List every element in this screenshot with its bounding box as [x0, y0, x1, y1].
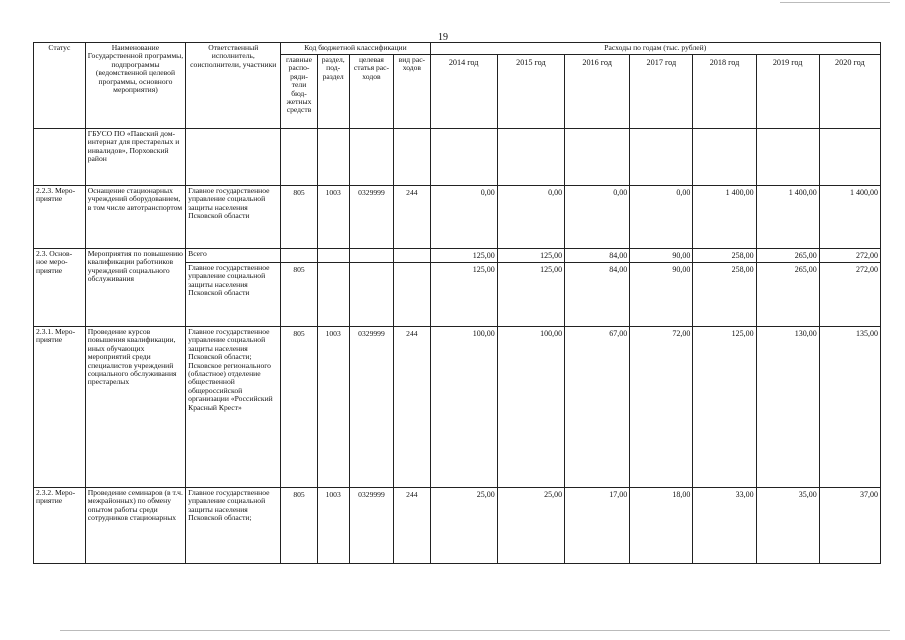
code-cell [317, 129, 349, 186]
header-year: 2015 год [497, 55, 564, 129]
code-cell: 0329999 [349, 488, 394, 564]
value-cell [565, 129, 630, 186]
code-cell [394, 129, 430, 186]
value-cell: 125,00 [430, 249, 497, 263]
code-cell [317, 249, 349, 263]
value-cell: 18,00 [630, 488, 693, 564]
header-budget-code: Код бюджетной классификации [281, 43, 430, 55]
value-cell: 17,00 [565, 488, 630, 564]
header-year: 2018 год [693, 55, 756, 129]
value-cell: 25,00 [497, 488, 564, 564]
code-cell: 805 [281, 488, 317, 564]
code-cell: 1003 [317, 488, 349, 564]
budget-table [33, 42, 881, 564]
value-cell: 272,00 [819, 263, 880, 327]
value-cell: 135,00 [819, 327, 880, 488]
header-status: Статус [34, 43, 86, 129]
status-cell: 2.3.1. Меро-приятие [34, 327, 86, 488]
header-section: раздел, под-раздел [317, 55, 349, 129]
value-cell: 84,00 [565, 263, 630, 327]
header-name: Наименование Государственной программы, подпрограммы (ведомственной целевой программы, основного мероприятия) [85, 43, 185, 129]
value-cell: 100,00 [497, 327, 564, 488]
header-year: 2014 год [430, 55, 497, 129]
status-cell: 2.2.3. Меро-приятие [34, 186, 86, 249]
table-row [34, 186, 881, 249]
code-cell [281, 249, 317, 263]
value-cell [819, 129, 880, 186]
value-cell: 90,00 [630, 263, 693, 327]
value-cell: 265,00 [756, 263, 819, 327]
name-cell: ГБУСО ПО «Павский дом-интернат для престарелых и инвалидов», Порховский район [85, 129, 185, 186]
code-cell: 805 [281, 263, 317, 327]
code-cell: 805 [281, 327, 317, 488]
code-cell: 244 [394, 186, 430, 249]
value-cell: 125,00 [430, 263, 497, 327]
table-row [34, 327, 881, 488]
responsible-cell: Главное государственное управление социальной защиты населения Псковской области; Псковское регионального (областное) отделение общественной общероссийской организации «Российский Красный Крест» [186, 327, 281, 488]
name-cell: Проведение курсов повышения квалификации, иных обучающих мероприятий среди специалистов учреждений социального обслуживания престарелых [85, 327, 185, 488]
name-cell: Проведение семинаров (в т.ч. межрайонных) по обмену опытом работы среди сотрудников стационарных [85, 488, 185, 564]
value-cell: 125,00 [497, 249, 564, 263]
header-responsible: Ответственный исполнитель, соисполнители, участники [186, 43, 281, 129]
value-cell [497, 129, 564, 186]
value-cell: 67,00 [565, 327, 630, 488]
value-cell: 258,00 [693, 249, 756, 263]
status-cell [34, 129, 86, 186]
code-cell [281, 129, 317, 186]
name-cell: Оснащение стационарных учреждений оборудованием, в том числе автотранспортом [85, 186, 185, 249]
name-cell: Мероприятия по повышению квалификации работников учреждений социального обслуживания [85, 249, 185, 327]
header-expense-type: вид рас-ходов [394, 55, 430, 129]
value-cell: 0,00 [630, 186, 693, 249]
code-cell [317, 263, 349, 327]
code-cell [394, 249, 430, 263]
responsible-cell: Главное государственное управление социальной защиты населения Псковской области [186, 263, 281, 327]
value-cell: 0,00 [565, 186, 630, 249]
table-row [34, 488, 881, 564]
responsible-cell: Главное государственное управление социальной защиты населения Псковской области [186, 186, 281, 249]
value-cell: 84,00 [565, 249, 630, 263]
status-cell: 2.3.2. Меро-приятие [34, 488, 86, 564]
value-cell: 125,00 [693, 327, 756, 488]
scan-artifact-bottom [60, 630, 890, 631]
value-cell [630, 129, 693, 186]
value-cell: 265,00 [756, 249, 819, 263]
header-year: 2016 год [565, 55, 630, 129]
value-cell: 130,00 [756, 327, 819, 488]
value-cell: 1 400,00 [819, 186, 880, 249]
code-cell: 0329999 [349, 327, 394, 488]
code-cell [349, 129, 394, 186]
header-year: 2020 год [819, 55, 880, 129]
code-cell [349, 249, 394, 263]
value-cell: 272,00 [819, 249, 880, 263]
code-cell: 0329999 [349, 186, 394, 249]
header-expenses: Расходы по годам (тыс. рублей) [430, 43, 881, 55]
value-cell: 1 400,00 [693, 186, 756, 249]
value-cell: 100,00 [430, 327, 497, 488]
code-cell [394, 263, 430, 327]
value-cell: 258,00 [693, 263, 756, 327]
value-cell: 35,00 [756, 488, 819, 564]
scan-artifact-top [780, 2, 890, 3]
status-cell: 2.3. Основ-ное меро-приятие [34, 249, 86, 327]
value-cell: 37,00 [819, 488, 880, 564]
value-cell: 72,00 [630, 327, 693, 488]
value-cell [693, 129, 756, 186]
header-year: 2017 год [630, 55, 693, 129]
value-cell: 0,00 [497, 186, 564, 249]
header-year: 2019 год [756, 55, 819, 129]
table-row [34, 129, 881, 186]
table-row [34, 249, 881, 263]
code-cell [349, 263, 394, 327]
value-cell: 25,00 [430, 488, 497, 564]
code-cell: 244 [394, 327, 430, 488]
value-cell: 1 400,00 [756, 186, 819, 249]
responsible-cell [186, 129, 281, 186]
code-cell: 1003 [317, 327, 349, 488]
page-number: 19 [438, 32, 448, 43]
responsible-cell: Главное государственное управление социальной защиты населения Псковской области; [186, 488, 281, 564]
value-cell [756, 129, 819, 186]
value-cell: 33,00 [693, 488, 756, 564]
code-cell: 1003 [317, 186, 349, 249]
value-cell: 0,00 [430, 186, 497, 249]
code-cell: 244 [394, 488, 430, 564]
value-cell: 90,00 [630, 249, 693, 263]
responsible-cell: Всего [186, 249, 281, 263]
value-cell: 125,00 [497, 263, 564, 327]
header-target-item: целевая статья рас-ходов [349, 55, 394, 129]
code-cell: 805 [281, 186, 317, 249]
header-main-manager: главные распо-ряди-тели бюд-жетных средств [281, 55, 317, 129]
header-row-1 [34, 43, 881, 55]
value-cell [430, 129, 497, 186]
